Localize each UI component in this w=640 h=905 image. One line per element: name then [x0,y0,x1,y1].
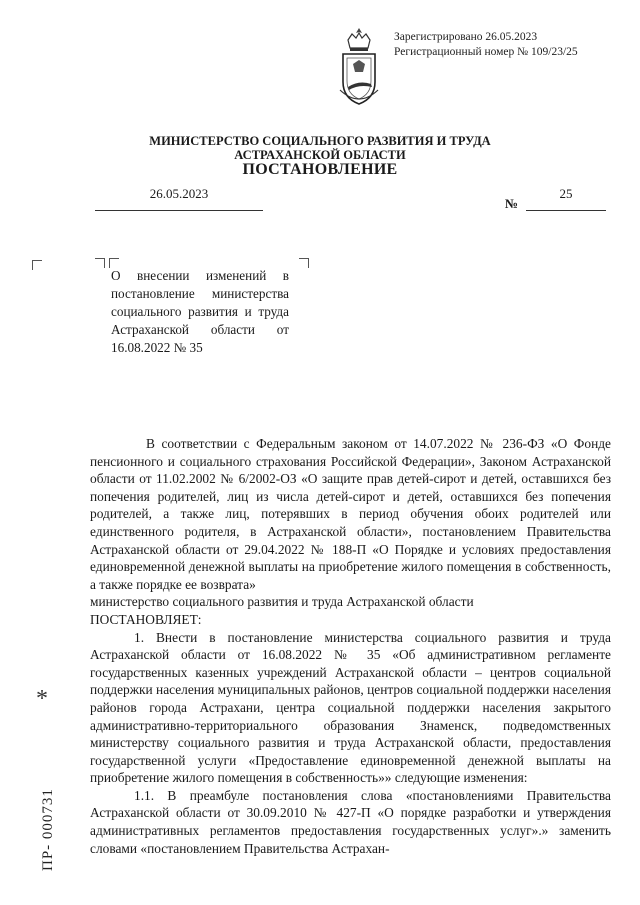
document-type: ПОСТАНОВЛЕНИЕ [242,161,398,178]
registration-number: Регистрационный номер № 109/23/25 [394,46,578,58]
item-1-paragraph: 1. Внести в постановление министерства социального развития и труда Астраханской области от 16.08.2022 № 35 «Об административном регламенте государственных казенных учреждений Астраханской области – центров социальной поддержки населения муниципальных районов, центров социальной поддержки населения районов города Астрахани, центра социальной поддержки населения закрытого административно-территориального образования Знаменск, подведомственных министерству социального развития и труда Астраханской области, предоставления государственной услуги «Предоставление единовременной денежной выплаты на приобретение жилого помещения в собственность»» следующие изменения: [90,629,611,786]
margin-stamp-number [36,763,58,873]
number-sign: № [505,196,519,211]
coat-of-arms-emblem [334,24,384,110]
registration-block [394,30,578,60]
ministry-line-1: МИНИСТЕРСТВО СОЦИАЛЬНОГО РАЗВИТИЯ И ТРУДА [149,134,491,148]
item-1-1-paragraph: 1.1. В преамбуле постановления слова «постановлениями Правительства Астраханской области от 30.09.2010 № 427-П «О порядке разработки и утверждения административных регламентов предоставления государственных услуг».» заменить словами «постановлением Правительства Астрахан- [90,787,611,856]
document-title: О внесении изменений в постановление министерства социального развития и труда Астраханской области от 16.08.2022 № 35 [111,268,289,355]
document-number: 25 [526,186,606,211]
ministry-line-2: АСТРАХАНСКОЙ ОБЛАСТИ [234,148,406,162]
corner-mark-title-right [95,258,105,268]
decree-word: ПОСТАНОВЛЯЕТ: [90,611,202,627]
resolver-line: министерство социального развития и труда Астраханской области [90,594,474,610]
margin-stamp-text: ПР- 000731 [40,788,56,871]
preamble-paragraph: В соответствии с Федеральным законом от 14.07.2022 № 236-ФЗ «О Фонде пенсионного и социального страхования Российской Федерации», Законом Астраханской области от 11.02.2002 № 6/2002-ОЗ «О защите прав детей-сирот и детей, оставшихся без попечения родителей, лиц из числа детей-сирот и детей, оставшихся без попечения родителей, а также лиц, потерявших в период обучения обоих родителей или единственного родителя, в Астраханской области», постановлением Правительства Астраханской области от 29.04.2022 № 188-П «О Порядке и условиях предоставления единовременной денежной выплаты на приобретение жилого помещения в собственность, а также порядке ее возврата» [90,436,611,592]
corner-mark-right [299,258,309,268]
corner-mark-left [32,260,42,270]
margin-asterisk: * [36,686,48,712]
registration-date: Зарегистрировано 26.05.2023 [394,31,538,43]
document-body [90,435,611,857]
document-date: 26.05.2023 [95,186,263,211]
ministry-name [0,134,640,162]
